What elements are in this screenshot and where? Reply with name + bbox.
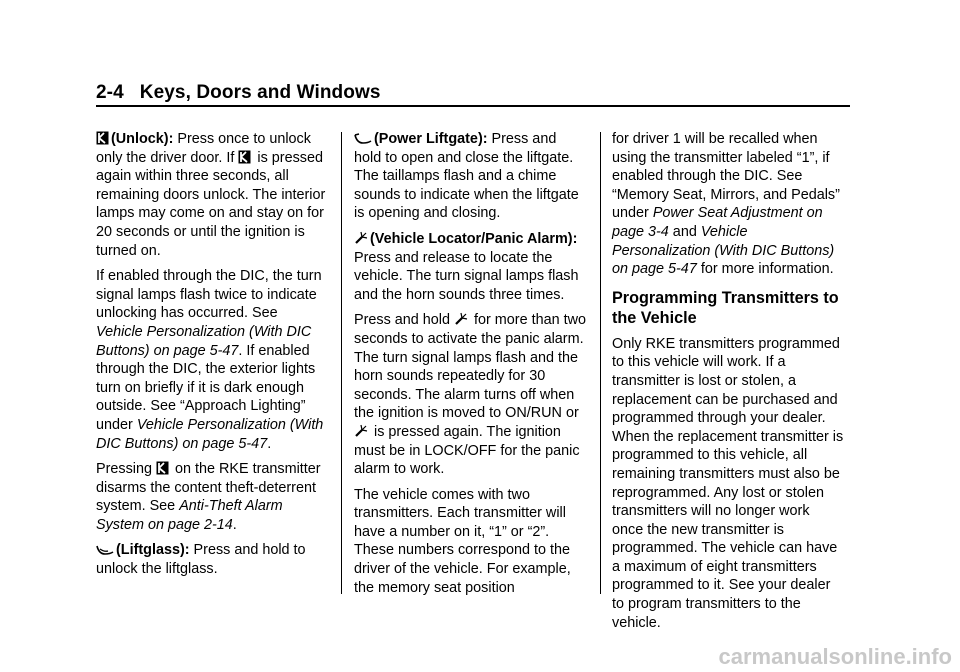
reference-vehicle-personalization[interactable]: Vehicle Personalization (With DIC Buttons) on page 5-47 [96, 323, 312, 359]
memory-seat-text: for more information. [696, 261, 834, 278]
reference-power-seat-adjustment[interactable]: Power Seat Adjustment on page 3-4 [612, 205, 823, 240]
paragraph-dic [96, 267, 328, 453]
memory-seat-text: and [668, 223, 701, 240]
paragraph-theft-deterrent [96, 460, 328, 534]
vehicle-locator-panic-icon [354, 424, 368, 438]
page-header [96, 82, 380, 104]
paragraph-unlock [96, 130, 328, 260]
liftglass-icon [96, 544, 114, 556]
power-liftgate-label: (Power Liftgate): [374, 131, 488, 147]
liftglass-text: Press and hold to unlock the liftglass. [96, 542, 306, 578]
paragraph-programming: Only RKE transmitters programmed to this vehicle will work. If a transmitter is lost or stolen, a replacement can be purchased and programmed through your dealer. When the replacement transmitter is programmed to this vehicle, all remaining transmitters must also be reprogrammed. Any lost or stolen transmitters will no longer work once the new transmitter is programmed. The vehicle can have a maximum of eight transmitters programmed to it. See your dealer to program transmitters to the vehicle. [612, 335, 844, 631]
column-divider [341, 132, 342, 594]
panic-hold-text: Press and hold [354, 312, 454, 329]
power-liftgate-icon [354, 133, 372, 145]
unlock-label: (Unlock): [111, 131, 174, 147]
dic-text: . [267, 435, 272, 452]
watermark: carmanualsonline.info [718, 644, 952, 669]
paragraph-power-liftgate [354, 130, 586, 223]
unlock-icon [96, 131, 109, 145]
reference-vehicle-personalization[interactable]: Vehicle Personalization (With DIC Buttons) on page 5-47 [612, 223, 835, 278]
page-title: Keys, Doors and Windows [139, 82, 381, 103]
column-divider [600, 132, 601, 594]
dic-text: . If enabled through the DIC, the exterior lights turn on briefly if it is dark enough outside. See “Approach Lighting” under [96, 342, 316, 433]
column-3 [612, 130, 844, 639]
paragraph-panic [354, 230, 586, 304]
theft-text: on the RKE transmitter disarms the content theft-deterrent system. See [96, 461, 321, 515]
section-heading: Programming Transmitters to the Vehicle [612, 288, 839, 327]
paragraph-panic-hold [354, 311, 586, 478]
unlock-text: Press once to unlock only the driver door. If [96, 131, 311, 166]
paragraph-transmitters: The vehicle comes with two transmitters. Each transmitter will have a number on it, “1” or “2”. These numbers correspond to the driver of the vehicle. For example, the memory seat position [354, 486, 571, 596]
column-2 [354, 130, 586, 604]
dic-text: If enabled through the DIC, the turn signal lamps flash twice to indicate unlocking has occurred. See [96, 268, 322, 322]
section-number: 2-4 [96, 82, 124, 103]
power-liftgate-text: Press and hold to open and close the liftgate. The taillamps flash and a chime sounds to indicate when the liftgate is opening and closing. [354, 131, 579, 222]
unlock-icon [238, 150, 251, 164]
liftglass-label: (Liftglass): [116, 542, 190, 559]
reference-anti-theft-alarm[interactable]: Anti-Theft Alarm System on page 2-14 [96, 498, 283, 533]
memory-seat-text: for driver 1 will be recalled when using the transmitter labeled “1”, if enabled through the DIC. See “Memory Seat, Mirrors, and Pedals” under [612, 131, 840, 222]
vehicle-locator-panic-icon [354, 231, 368, 245]
paragraph-memory-seat [612, 130, 844, 279]
panic-label: (Vehicle Locator/Panic Alarm): [370, 230, 578, 247]
reference-vehicle-personalization[interactable]: Vehicle Personalization (With DIC Buttons) on page 5-47 [96, 416, 324, 452]
vehicle-locator-panic-icon [454, 312, 468, 326]
theft-text: . [232, 516, 237, 533]
panic-text: Press and release to locate the vehicle. The turn signal lamps flash and the horn sounds three times. [354, 249, 579, 303]
column-1 [96, 130, 328, 586]
header-rule [96, 105, 850, 107]
unlock-icon [156, 461, 169, 475]
theft-text: Pressing [96, 461, 156, 478]
panic-hold-text: is pressed again. The ignition must be in LOCK/OFF for the panic alarm to work. [354, 423, 580, 478]
panic-hold-text: for more than two seconds to activate the panic alarm. The turn signal lamps flash and the horn sounds repeatedly for 30 seconds. The alarm turns off when the ignition is moved to ON/RUN or [354, 312, 586, 422]
unlock-text: is pressed again within three seconds, all remaining doors unlock. The interior lamps may come on and stay on for 20 seconds or until the ignition is turned on. [96, 149, 326, 259]
paragraph-liftglass [96, 541, 328, 578]
